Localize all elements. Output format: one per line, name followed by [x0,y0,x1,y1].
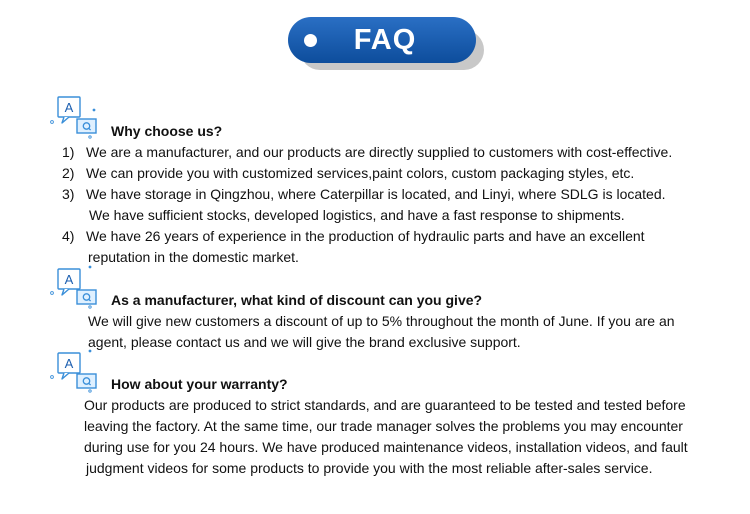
answer-line: during use for you 24 hours. We have produced maintenance videos, installation videos, and fault [84,439,688,455]
answer-line: We have 26 years of experience in the production of hydraulic parts and have an excellent [86,228,645,244]
answer-line: We have sufficient stocks, developed logistics, and have a fast response to shipments. [89,207,625,223]
faq-question-3: How about your warranty? [111,376,288,392]
faq-question-1: Why choose us? [111,123,223,139]
qa-icon-letter: A [64,100,74,115]
banner-dot-icon [304,34,317,47]
answer-line: reputation in the domestic market. [88,249,299,265]
answer-line: We will give new customers a discount of up to 5% throughout the month of June. If you are an [88,313,675,329]
answer-line: We are a manufacturer, and our products are directly supplied to customers with cost-effective. [86,144,673,160]
answer-line: We have storage in Qingzhou, where Caterpillar is located, and Linyi, where SDLG is located. [86,186,666,202]
faq-question-2: As a manufacturer, what kind of discount can you give? [111,292,483,308]
qa-chat-icon [48,96,100,140]
answer-line: agent, please contact us and we will give the brand exclusive support. [88,334,521,350]
answer-line: We can provide you with customized services,paint colors, custom packaging styles, etc. [86,165,635,181]
answer-number: 3) [62,186,75,202]
answer-line: judgment videos for some products to provide you with the most reliable after-sales service. [86,460,653,476]
answer-line: leaving the factory. At the same time, our trade manager solves the problems you may encounter [84,418,683,434]
answer-line: Our products are produced to strict standards, and are guaranteed to be tested and tested before [84,397,686,413]
qa-chat-icon [48,349,100,393]
answer-number: 4) [62,228,75,244]
answer-number: 2) [62,165,75,181]
qa-icon-letter: A [64,356,74,371]
qa-icon-letter: A [64,272,74,287]
answer-number: 1) [62,144,75,160]
faq-title: FAQ [353,24,417,56]
qa-chat-icon [48,265,100,309]
